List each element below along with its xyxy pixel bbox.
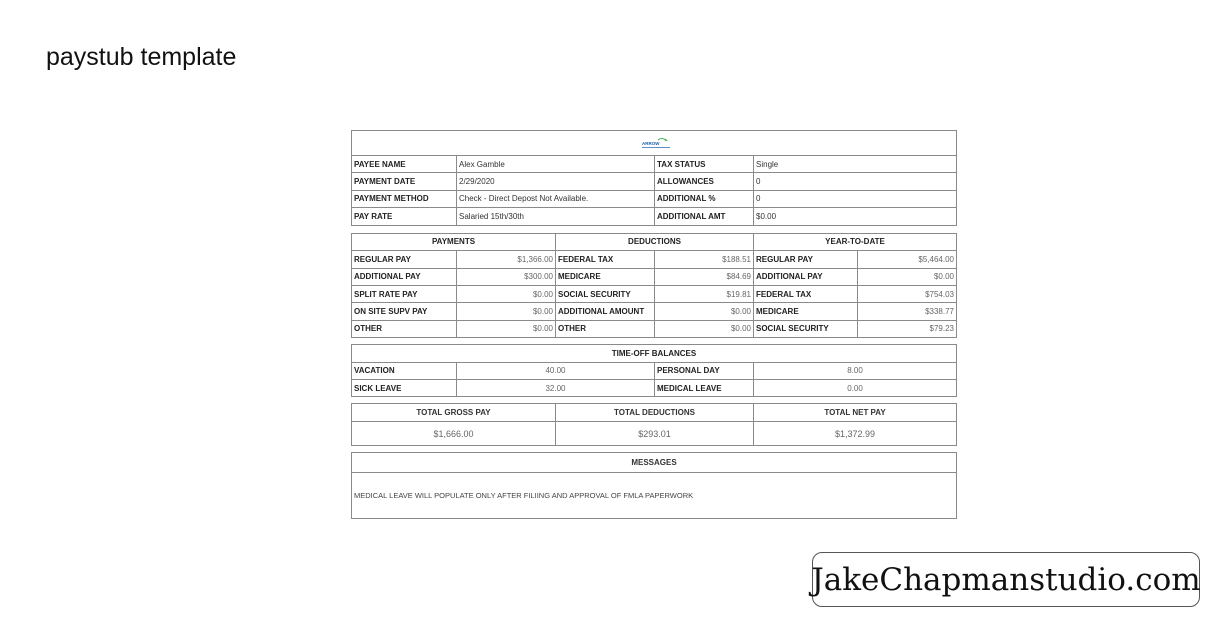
timeoff-label: MEDICAL LEAVE [654, 380, 753, 396]
payment-value: $0.00 [456, 286, 555, 302]
timeoff-label: PERSONAL DAY [654, 363, 753, 379]
deduction-value: $0.00 [654, 303, 753, 319]
deduction-label: FEDERAL TAX [555, 251, 654, 267]
ytd-value: $79.23 [857, 321, 956, 337]
timeoff-label: VACATION [354, 366, 395, 376]
total-deductions-value: $293.01 [555, 422, 753, 445]
info-label: PAYMENT METHOD [354, 194, 429, 204]
payment-label: SPLIT RATE PAY [354, 289, 418, 299]
timeoff-value: 8.00 [753, 363, 956, 379]
total-gross-label: TOTAL GROSS PAY [416, 408, 491, 418]
info-value: 0 [753, 173, 956, 189]
ytd-value: $0.00 [857, 269, 956, 285]
earnings-header-row [352, 234, 956, 252]
payment-label: OTHER [354, 324, 382, 334]
info-value: Check - Direct Depost Not Available. [456, 191, 654, 207]
earnings-box [351, 233, 957, 339]
timeoff-label: SICK LEAVE [354, 383, 402, 393]
deduction-label: SOCIAL SECURITY [555, 286, 654, 302]
deductions-header: DEDUCTIONS [555, 234, 753, 251]
timeoff-value: 40.00 [456, 363, 654, 379]
info-value: $0.00 [753, 208, 956, 224]
info-label: PAYEE NAME [354, 159, 406, 169]
payments-header: PAYMENTS [431, 237, 476, 247]
payee-info-box [351, 130, 957, 226]
deduction-value: $19.81 [654, 286, 753, 302]
deduction-label: ADDITIONAL AMOUNT [555, 303, 654, 319]
info-value: Alex Gamble [456, 156, 654, 172]
earnings-row [352, 303, 956, 320]
messages-header: MESSAGES [352, 453, 956, 473]
totals-value-row [352, 422, 956, 445]
payment-label: REGULAR PAY [354, 254, 411, 264]
company-logo [640, 135, 674, 151]
totals-box [351, 403, 957, 446]
total-gross-value: $1,666.00 [433, 428, 474, 439]
ytd-label: FEDERAL TAX [753, 286, 857, 302]
info-label: ADDITIONAL AMT [654, 208, 753, 224]
payment-value: $1,366.00 [456, 251, 555, 267]
earnings-row [352, 269, 956, 286]
deduction-value: $0.00 [654, 321, 753, 337]
info-value: 2/29/2020 [456, 173, 654, 189]
info-row [352, 173, 956, 190]
watermark-badge: JakeChapmanstudio.com [812, 552, 1200, 607]
info-label: PAY RATE [354, 211, 393, 221]
total-net-value: $1,372.99 [753, 422, 956, 445]
arrow-logo-icon [642, 137, 672, 149]
payment-value: $0.00 [456, 321, 555, 337]
info-value: Salaried 15th/30th [456, 208, 654, 224]
payment-value: $0.00 [456, 303, 555, 319]
info-row [352, 208, 956, 224]
info-label: ALLOWANCES [654, 173, 753, 189]
deduction-label: MEDICARE [555, 269, 654, 285]
timeoff-header-row [352, 345, 956, 363]
ytd-label: ADDITIONAL PAY [753, 269, 857, 285]
timeoff-box [351, 344, 957, 397]
total-deductions-label: TOTAL DEDUCTIONS [555, 404, 753, 421]
ytd-label: MEDICARE [753, 303, 857, 319]
info-label: ADDITIONAL % [654, 191, 753, 207]
timeoff-value: 32.00 [456, 380, 654, 396]
deduction-label: OTHER [555, 321, 654, 337]
messages-body: MEDICAL LEAVE WILL POPULATE ONLY AFTER FILIING AND APPROVAL OF FMLA PAPERWORK [354, 491, 694, 501]
info-value: 0 [753, 191, 956, 207]
earnings-row [352, 286, 956, 303]
ytd-header: YEAR-TO-DATE [753, 234, 956, 251]
info-row [352, 156, 956, 173]
payment-value: $300.00 [456, 269, 555, 285]
ytd-label: SOCIAL SECURITY [753, 321, 857, 337]
timeoff-header: TIME-OFF BALANCES [611, 348, 697, 358]
info-row [352, 191, 956, 208]
messages-box [351, 452, 957, 519]
timeoff-value: 0.00 [753, 380, 956, 396]
ytd-value: $5,464.00 [857, 251, 956, 267]
paystub-document [351, 130, 957, 519]
ytd-label: REGULAR PAY [753, 251, 857, 267]
ytd-value: $338.77 [857, 303, 956, 319]
info-label: TAX STATUS [654, 156, 753, 172]
deduction-value: $188.51 [654, 251, 753, 267]
deduction-value: $84.69 [654, 269, 753, 285]
timeoff-row [352, 363, 956, 380]
logo-row [352, 131, 956, 156]
page-title: paystub template [46, 43, 237, 71]
total-net-label: TOTAL NET PAY [753, 404, 956, 421]
timeoff-row [352, 380, 956, 396]
earnings-row [352, 251, 956, 268]
info-value: Single [753, 156, 956, 172]
logo-text: ARROW [642, 141, 660, 146]
info-label: PAYMENT DATE [354, 177, 416, 187]
earnings-row [352, 321, 956, 337]
totals-header-row [352, 404, 956, 422]
ytd-value: $754.03 [857, 286, 956, 302]
payment-label: ON SITE SUPV PAY [354, 307, 428, 317]
payment-label: ADDITIONAL PAY [354, 272, 421, 282]
